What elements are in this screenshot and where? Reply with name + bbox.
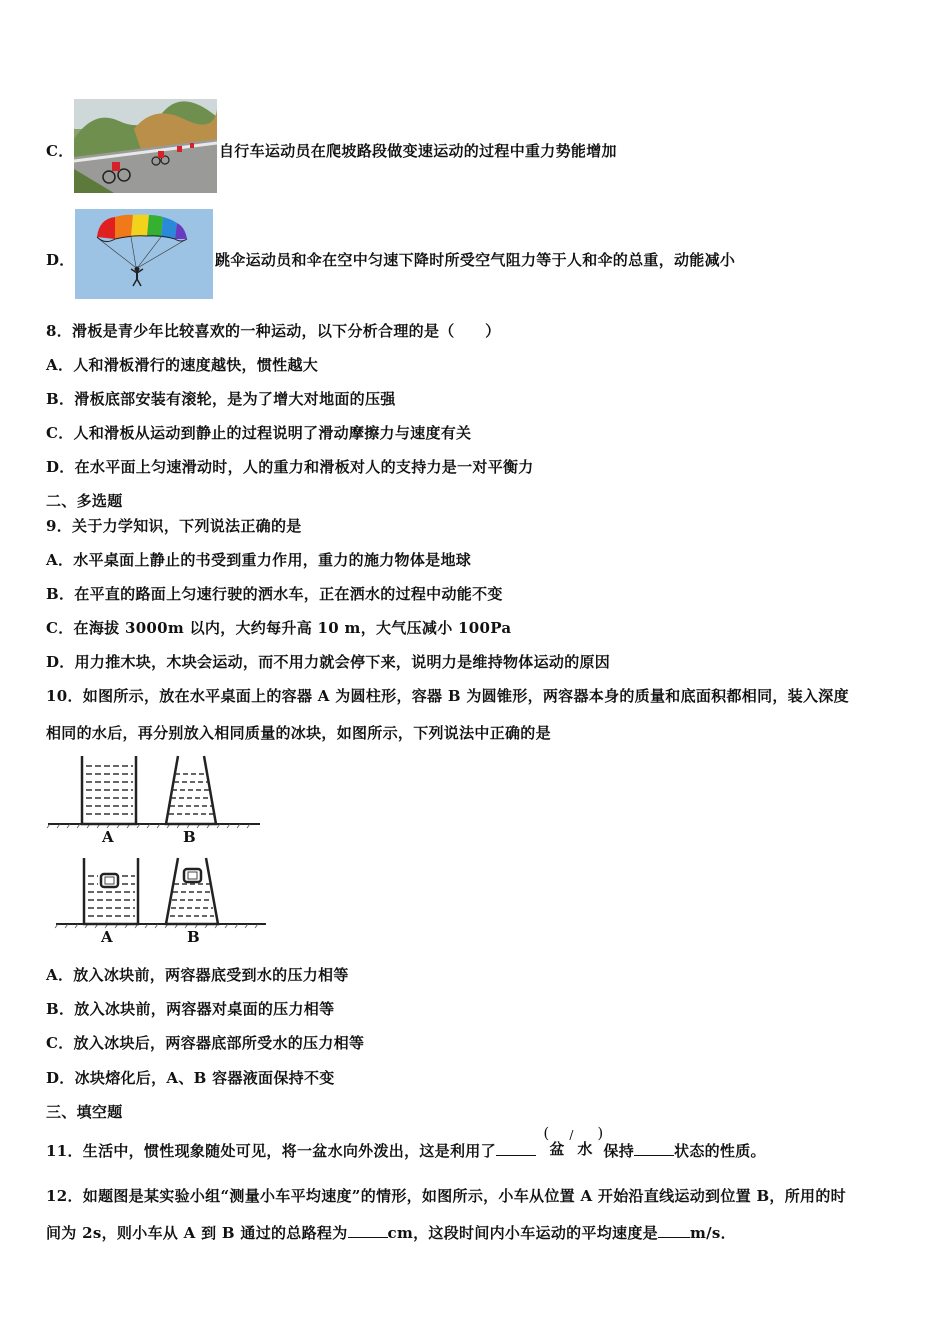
q10-option-d: D．冰块熔化后，A、B 容器液面保持不变 [46, 1069, 335, 1087]
q9-option-b: B．在平直的路面上匀速行驶的洒水车，正在洒水的过程中动能不变 [46, 585, 503, 603]
q7-option-d-text: 跳伞运动员和伞在空中匀速下降时所受空气阻力等于人和伞的总重，动能减小 [215, 251, 736, 269]
q7-option-c-label: C． [46, 142, 74, 160]
q10-option-a: A．放入冰块前，两容器底受到水的压力相等 [46, 966, 349, 984]
q11-blank-1[interactable] [496, 1155, 536, 1156]
q12-line2-part-a: 间为 2s，则小车从 A 到 B 通过的总路程为 [46, 1224, 348, 1242]
q9-stem: 9．关于力学知识，下列说法正确的是 [46, 517, 302, 535]
q9-option-d: D．用力推木块，木块会运动，而不用力就会停下来，说明力是维持物体运动的原因 [46, 653, 611, 671]
q7-option-c-text: 自行车运动员在爬坡路段做变速运动的过程中重力势能增加 [219, 142, 617, 160]
q11-choice-group [541, 1124, 604, 1158]
figure1-label-b: B [183, 828, 196, 844]
q8-option-a: A．人和滑板滑行的速度越快，惯性越大 [46, 356, 319, 374]
q9-option-c: C．在海拔 3000m 以内，大约每升高 10 m，大气压减小 100Pa [46, 619, 512, 637]
q10-option-c: C．放入冰块后，两容器底部所受水的压力相等 [46, 1034, 365, 1052]
q8-option-d: D．在水平面上匀速滑动时，人的重力和滑板对人的支持力是一对平衡力 [46, 458, 534, 476]
q12-line2-part-b: cm，这段时间内小车运动的平均速度是 [387, 1224, 658, 1242]
containers-with-ice-figure [50, 852, 270, 944]
q12-blank-distance[interactable] [348, 1237, 388, 1238]
q11-slash: / [569, 1128, 574, 1142]
q10-stem-line2: 相同的水后，再分别放入相同质量的冰块，如图所示，下列说法中正确的是 [46, 724, 551, 742]
section-multiple-choice-heading: 二、多选题 [46, 492, 123, 510]
q11-part2: 保持 [603, 1142, 635, 1160]
q12-line2 [46, 1222, 736, 1243]
q8-option-c: C．人和滑板从运动到静止的过程说明了滑动摩擦力与速度有关 [46, 424, 472, 442]
q11-line [46, 1124, 766, 1161]
q11-paren-close: ) [597, 1124, 604, 1142]
cyclists-illustration [74, 99, 217, 193]
q12-line2-part-c: m/s． [689, 1224, 736, 1242]
cyclists-photo [74, 99, 217, 193]
q8-stem: 8．滑板是青少年比较喜欢的一种运动，以下分析合理的是（ ） [46, 322, 501, 340]
containers-before-ice-figure [46, 752, 266, 844]
q11-part1: 11．生活中，惯性现象随处可见，将一盆水向外泼出，这是利用了 [46, 1142, 496, 1160]
q11-choice-water[interactable]: 水 [577, 1140, 593, 1158]
q8-option-b: B．滑板底部安装有滚轮，是为了增大对地面的压强 [46, 390, 396, 408]
q11-blank-2[interactable] [634, 1155, 674, 1156]
q12-line1: 12．如题图是某实验小组“测量小车平均速度”的情形，如图所示，小车从位置 A 开始沿直线运动到位置 B，所用的时 [46, 1187, 846, 1205]
q9-option-a: A．水平桌面上静止的书受到重力作用，重力的施力物体是地球 [46, 551, 472, 569]
figure2-label-b: B [187, 928, 200, 944]
q12-blank-speed[interactable] [658, 1237, 690, 1238]
q7-option-d-label: D． [46, 251, 75, 269]
q11-part3: 状态的性质。 [674, 1142, 766, 1160]
q10-option-b: B．放入冰块前，两容器对桌面的压力相等 [46, 1000, 335, 1018]
section-fill-in-heading: 三、填空题 [46, 1103, 123, 1121]
q11-paren-open: ( [543, 1124, 550, 1142]
figure1-label-a: A [102, 828, 114, 844]
parachute-photo [75, 209, 213, 299]
figure2-label-a: A [101, 928, 113, 944]
q10-stem-line1: 10．如图所示，放在水平桌面上的容器 A 为圆柱形，容器 B 为圆锥形，两容器本身的质量和底面积都相同，装入深度 [46, 687, 849, 705]
q11-choice-basin[interactable]: 盆 [549, 1140, 565, 1158]
parachute-illustration [75, 209, 213, 299]
